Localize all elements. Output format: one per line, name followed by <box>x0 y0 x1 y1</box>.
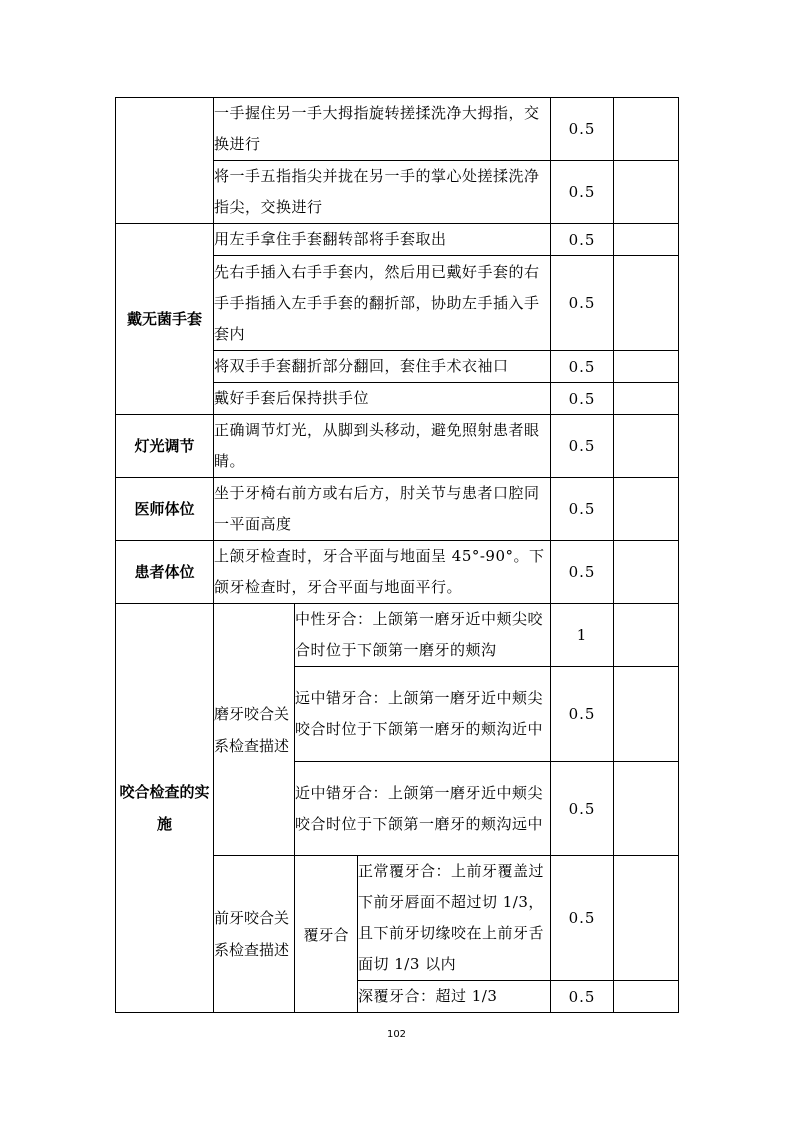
step-text: 戴好手套后保持拱手位 <box>214 383 551 415</box>
deduction-cell <box>614 351 679 383</box>
table-row <box>116 415 679 478</box>
overbite-label: 覆牙合 <box>295 856 358 1013</box>
score-cell: 0.5 <box>551 161 614 224</box>
category-label: 患者体位 <box>116 541 214 604</box>
step-text: 正常覆牙合：上前牙覆盖过下前牙唇面不超过切 1/3，且下前牙切缘咬在上前牙舌面切 1/3 以内 <box>358 856 551 981</box>
score-cell: 0.5 <box>551 981 614 1013</box>
anterior-subcategory: 前牙咬合关系检查描述 <box>214 856 295 1013</box>
score-cell: 0.5 <box>551 856 614 981</box>
table-row <box>116 604 679 667</box>
score-cell: 0.5 <box>551 478 614 541</box>
deduction-cell <box>614 541 679 604</box>
score-cell: 0.5 <box>551 224 614 256</box>
deduction-cell <box>614 981 679 1013</box>
score-cell: 0.5 <box>551 541 614 604</box>
step-text: 近中错牙合：上颌第一磨牙近中颊尖咬合时位于下颌第一磨牙的颊沟远中 <box>295 762 551 856</box>
step-text: 一手握住另一手大拇指旋转搓揉洗净大拇指，交换进行 <box>214 98 551 161</box>
step-text: 远中错牙合：上颌第一磨牙近中颊尖咬合时位于下颌第一磨牙的颊沟近中 <box>295 667 551 762</box>
table-row <box>116 98 679 161</box>
score-cell: 0.5 <box>551 256 614 351</box>
score-cell: 0.5 <box>551 667 614 762</box>
deduction-cell <box>614 161 679 224</box>
step-text: 正确调节灯光，从脚到头移动，避免照射患者眼睛。 <box>214 415 551 478</box>
deduction-cell <box>614 415 679 478</box>
score-cell: 0.5 <box>551 415 614 478</box>
step-text: 用左手拿住手套翻转部将手套取出 <box>214 224 551 256</box>
deduction-cell <box>614 667 679 762</box>
deduction-cell <box>614 856 679 981</box>
table-row <box>116 541 679 604</box>
step-text: 上颌牙检查时，牙合平面与地面呈 45°-90°。下颌牙检查时，牙合平面与地面平行。 <box>214 541 551 604</box>
deduction-cell <box>614 256 679 351</box>
deduction-cell <box>614 224 679 256</box>
score-cell: 0.5 <box>551 383 614 415</box>
score-cell: 1 <box>551 604 614 667</box>
category-label: 戴无菌手套 <box>116 224 214 415</box>
page-number: 102 <box>386 1029 407 1040</box>
deduction-cell <box>614 478 679 541</box>
step-text: 深覆牙合：超过 1/3 <box>358 981 551 1013</box>
category-label: 咬合检查的实施 <box>116 604 214 1013</box>
step-text: 将双手手套翻折部分翻回，套住手术衣袖口 <box>214 351 551 383</box>
score-cell: 0.5 <box>551 351 614 383</box>
score-cell: 0.5 <box>551 762 614 856</box>
table-row <box>116 224 679 256</box>
category-label: 医师体位 <box>116 478 214 541</box>
deduction-cell <box>614 383 679 415</box>
category-cell-empty <box>116 98 214 224</box>
step-text: 坐于牙椅右前方或右后方，肘关节与患者口腔同一平面高度 <box>214 478 551 541</box>
deduction-cell <box>614 762 679 856</box>
step-text: 中性牙合：上颌第一磨牙近中颊尖咬合时位于下颌第一磨牙的颊沟 <box>295 604 551 667</box>
table-row <box>116 478 679 541</box>
deduction-cell <box>614 604 679 667</box>
step-text: 先右手插入右手手套内，然后用已戴好手套的右手手指插入左手手套的翻折部，协助左手插入手套内 <box>214 256 551 351</box>
molar-subcategory: 磨牙咬合关系检查描述 <box>214 604 295 856</box>
scoring-table <box>115 97 679 1013</box>
step-text: 将一手五指指尖并拢在另一手的掌心处搓揉洗净指尖，交换进行 <box>214 161 551 224</box>
category-label: 灯光调节 <box>116 415 214 478</box>
score-cell: 0.5 <box>551 98 614 161</box>
deduction-cell <box>614 98 679 161</box>
